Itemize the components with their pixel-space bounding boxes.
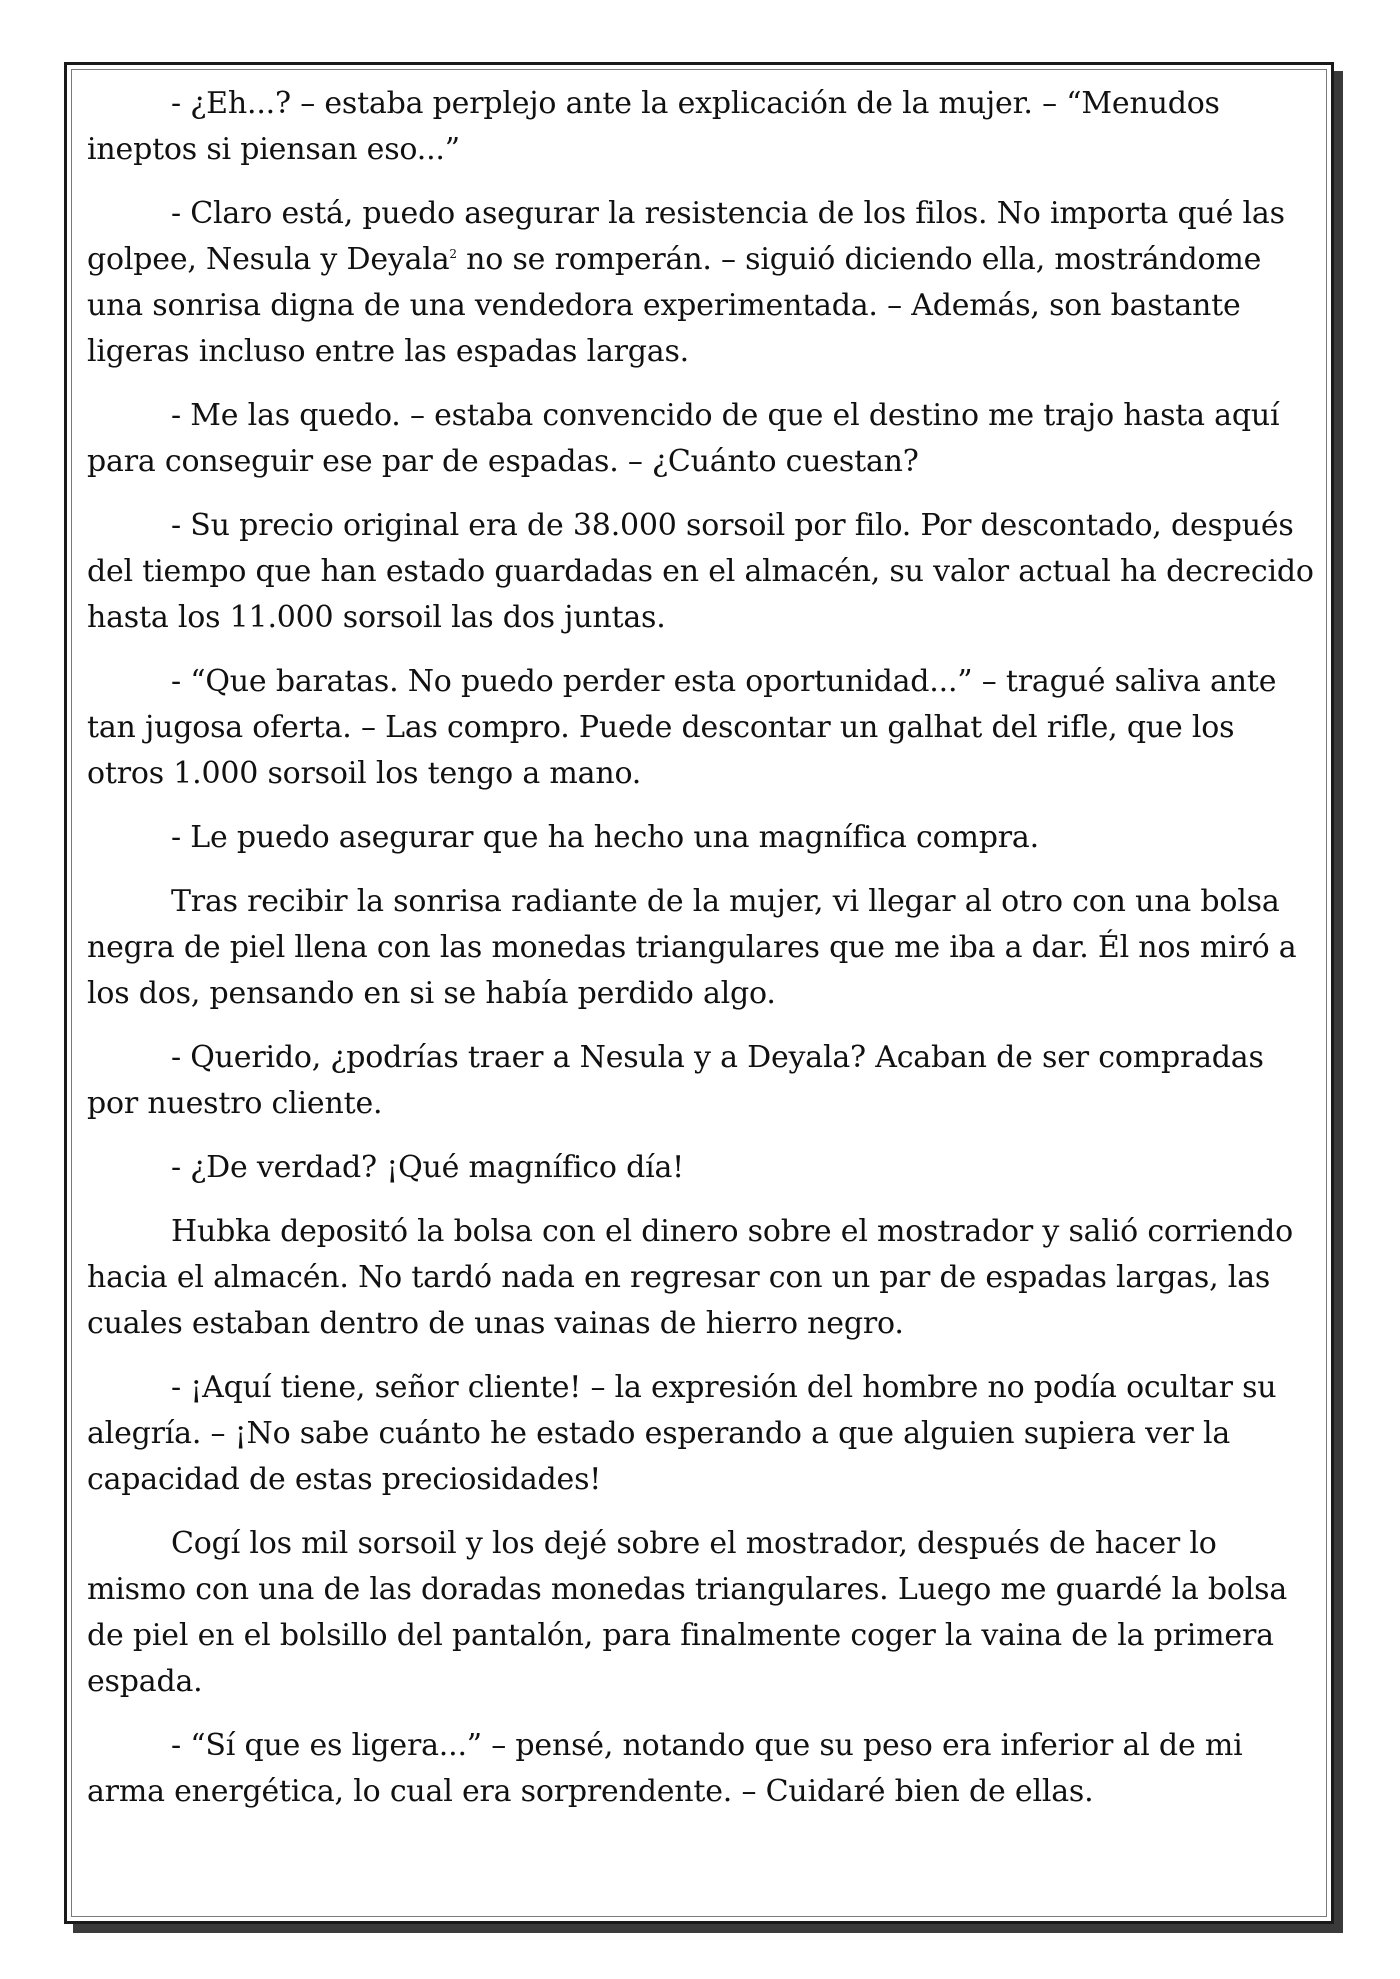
text-body: [87, 81, 1317, 1833]
paragraph-4: - Su precio original era de 38.000 sorsoil por filo. Por descontado, después del tiempo que han estado guardadas en el almacén, su valor actual ha decrecido hasta los 11.000 sorsoil las dos juntas.: [87, 508, 1314, 635]
paragraph-2-text-after: no se romperán. – siguió diciendo ella, mostrándome una sonrisa digna de una vendedora experimentada. – Además, son bastante ligeras incluso entre las espadas largas.: [87, 242, 1262, 369]
paragraph-7: Tras recibir la sonrisa radiante de la mujer, vi llegar al otro con una bolsa negra de piel llena con las monedas triangulares que me iba a dar. Él nos miró a los dos, pensando en si se había perdido algo.: [87, 884, 1297, 1011]
paragraph-8: - Querido, ¿podrías traer a Nesula y a Deyala? Acaban de ser compradas por nuestro cliente.: [87, 1040, 1264, 1121]
paragraph-13: - “Sí que es ligera...” – pensé, notando que su peso era inferior al de mi arma energética, lo cual era sorprendente. – Cuidaré bien de ellas.: [87, 1728, 1243, 1809]
page-frame: [64, 62, 1334, 1924]
footnote-marker: 2: [449, 247, 457, 261]
paragraph-2: [87, 191, 1317, 375]
paragraph-1: - ¿Eh...? – estaba perplejo ante la explicación de la mujer. – “Menudos ineptos si piensan eso...”: [87, 86, 1220, 167]
paragraph-3: - Me las quedo. – estaba convencido de que el destino me trajo hasta aquí para conseguir ese par de espadas. – ¿Cuánto cuestan?: [87, 398, 1280, 479]
paragraph-11: - ¡Aquí tiene, señor cliente! – la expresión del hombre no podía ocultar su alegría. – ¡No sabe cuánto he estado esperando a que alguien supiera ver la capacidad de estas preciosidades!: [87, 1370, 1277, 1497]
paragraph-10: Hubka depositó la bolsa con el dinero sobre el mostrador y salió corriendo hacia el almacén. No tardó nada en regresar con un par de espadas largas, las cuales estaban dentro de unas vainas de hierro negro.: [87, 1214, 1294, 1341]
paragraph-6: - Le puedo asegurar que ha hecho una magnífica compra.: [171, 820, 1039, 855]
paragraph-9: - ¿De verdad? ¡Qué magnífico día!: [171, 1150, 685, 1185]
paragraph-5: - “Que baratas. No puedo perder esta oportunidad...” – tragué saliva ante tan jugosa oferta. – Las compro. Puede descontar un galhat del rifle, que los otros 1.000 sorsoil los tengo a mano.: [87, 664, 1277, 791]
paragraph-2-text-before: - Claro está, puedo asegurar la resistencia de los filos. No importa qué las golpee, Nesula y Deyala: [87, 196, 1285, 277]
paragraph-12: Cogí los mil sorsoil y los dejé sobre el mostrador, después de hacer lo mismo con una de las doradas monedas triangulares. Luego me guardé la bolsa de piel en el bolsillo del pantalón, para finalmente coger la vaina de la primera espada.: [87, 1526, 1288, 1699]
